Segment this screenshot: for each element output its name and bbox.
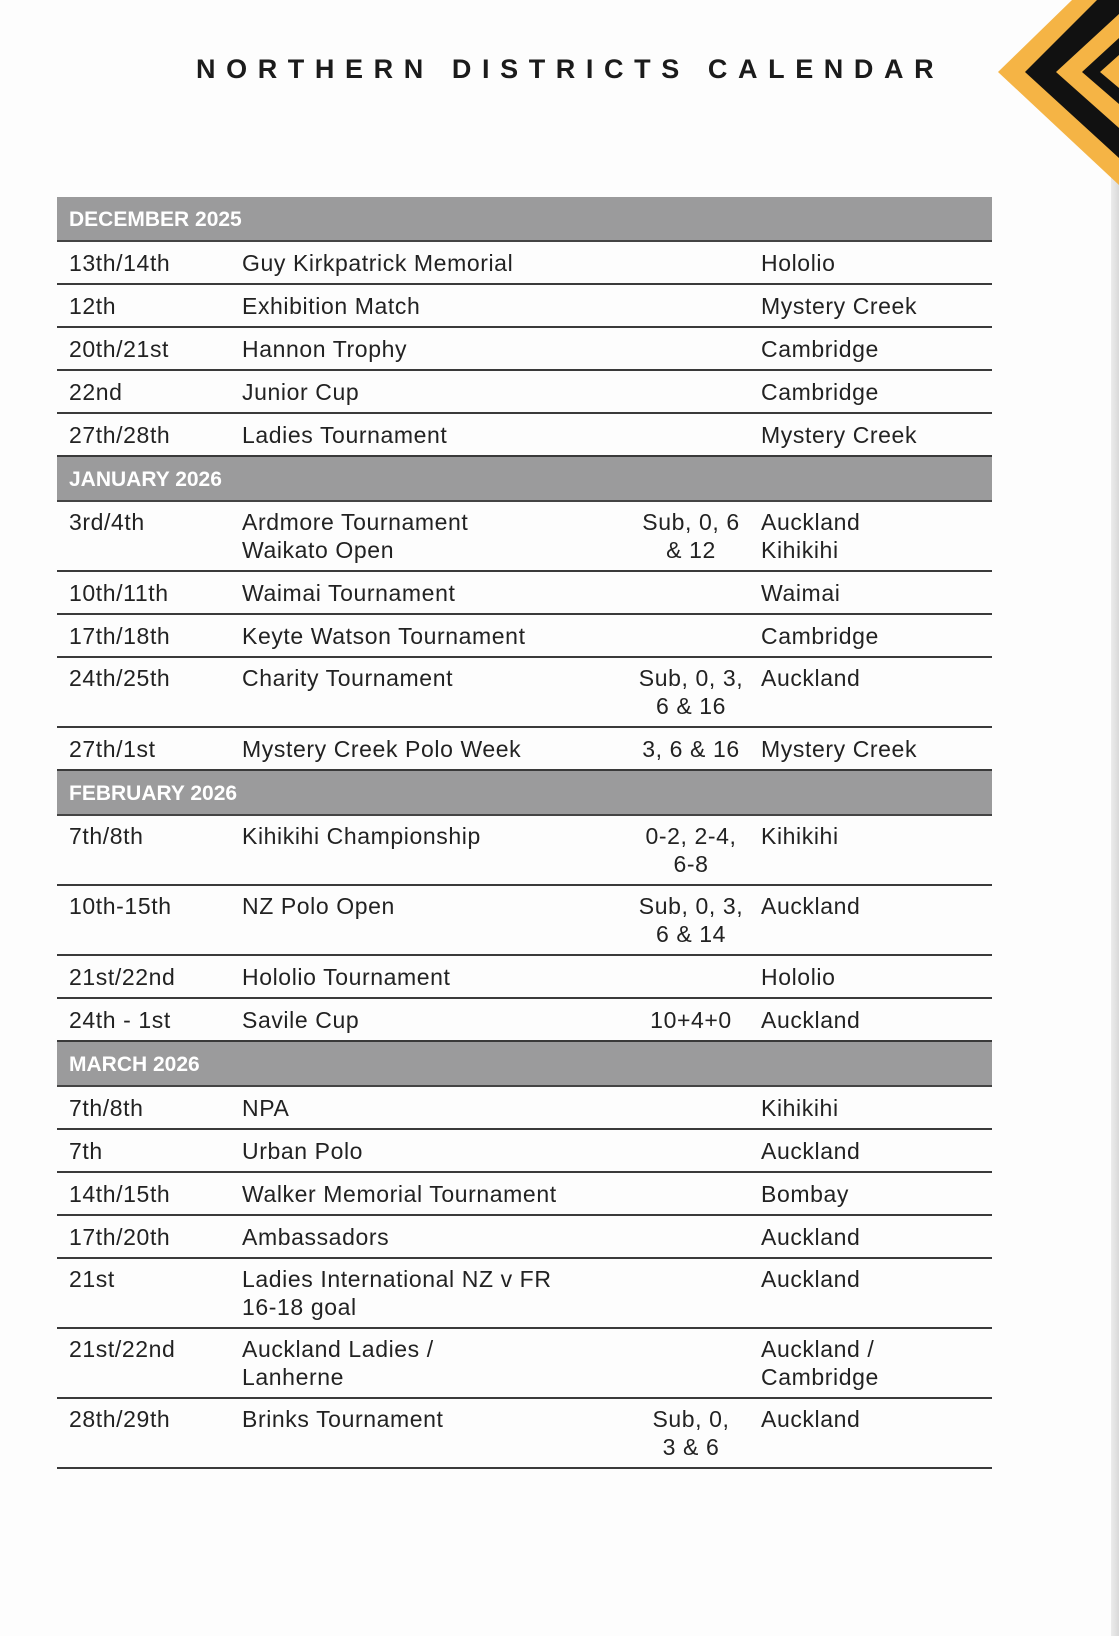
- event-venue-cell: [755, 508, 992, 564]
- event-grade-cell: [627, 1405, 755, 1461]
- event-name-cell: [242, 1223, 627, 1251]
- event-name-cell: [242, 508, 627, 564]
- event-name: Waimai Tournament: [242, 579, 456, 606]
- event-venue: Mystery Creek: [761, 421, 918, 448]
- event-venue-cell: [755, 622, 992, 650]
- event-grade: Sub, 0, 3,: [638, 665, 744, 691]
- event-name: Junior Cup: [242, 378, 360, 405]
- event-date: 27th/28th: [69, 421, 171, 448]
- event-name-cell: [242, 892, 627, 920]
- event-grade-line2: 6-8: [673, 851, 709, 877]
- event-date-cell: [57, 892, 242, 920]
- event-name-cell: [242, 1094, 627, 1122]
- event-venue-cell: [755, 378, 992, 406]
- event-name: Charity Tournament: [242, 665, 454, 691]
- event-venue-cell: [755, 1006, 992, 1034]
- event-date: 24th/25th: [69, 665, 171, 691]
- event-venue: Cambridge: [761, 622, 879, 649]
- event-date: 21st/22nd: [69, 1336, 176, 1362]
- event-row: [57, 242, 992, 285]
- event-row: [57, 886, 992, 956]
- event-date-cell: [57, 622, 242, 650]
- event-row: [57, 1173, 992, 1216]
- event-venue-cell: [755, 822, 992, 850]
- event-date-cell: [57, 292, 242, 320]
- event-name: Brinks Tournament: [242, 1406, 444, 1432]
- event-row: [57, 956, 992, 999]
- event-row: [57, 414, 992, 457]
- event-name-line2: 16-18 goal: [242, 1294, 357, 1320]
- event-name-cell: [242, 822, 627, 850]
- event-row: [57, 658, 992, 728]
- event-venue: Auckland: [761, 893, 861, 919]
- event-row: [57, 285, 992, 328]
- event-row: [57, 1329, 992, 1399]
- event-date: 20th/21st: [69, 335, 170, 362]
- month-section: [57, 1042, 992, 1469]
- month-header: DECEMBER 2025: [57, 197, 992, 242]
- event-date-cell: [57, 963, 242, 991]
- event-venue: Auckland: [761, 1266, 861, 1292]
- event-date: 7th/8th: [69, 823, 144, 849]
- event-name: Kihikihi Championship: [242, 823, 481, 849]
- event-name: Guy Kirkpatrick Memorial: [242, 249, 514, 276]
- event-name-cell: [242, 335, 627, 363]
- event-name: Ladies Tournament: [242, 421, 448, 448]
- event-name-cell: [242, 292, 627, 320]
- event-name-cell: [242, 1335, 627, 1391]
- page-title: NORTHERN DISTRICTS CALENDAR: [196, 54, 945, 84]
- event-name: Savile Cup: [242, 1006, 360, 1033]
- event-name-cell: [242, 1265, 627, 1321]
- event-venue: Auckland: [761, 1223, 861, 1250]
- event-venue-cell: [755, 1180, 992, 1208]
- event-row: [57, 728, 992, 771]
- event-row: [57, 502, 992, 572]
- event-venue: Hololio: [761, 963, 836, 990]
- event-name-cell: [242, 249, 627, 277]
- event-date: 17th/20th: [69, 1223, 171, 1250]
- event-grade-cell: [627, 508, 755, 564]
- event-name-cell: [242, 1180, 627, 1208]
- event-date-cell: [57, 1335, 242, 1363]
- event-date: 10th-15th: [69, 893, 172, 919]
- event-venue-line2: Kihikihi: [761, 537, 839, 563]
- event-venue: Mystery Creek: [761, 292, 918, 319]
- event-venue: Kihikihi: [761, 1094, 839, 1121]
- page-edge-shadow: [1111, 0, 1119, 1636]
- event-date-cell: [57, 249, 242, 277]
- month-header: JANUARY 2026: [57, 457, 992, 502]
- event-row: [57, 328, 992, 371]
- event-row: [57, 999, 992, 1042]
- event-name: NPA: [242, 1094, 290, 1121]
- event-row: [57, 615, 992, 658]
- event-venue-cell: [755, 335, 992, 363]
- event-name: Mystery Creek Polo Week: [242, 735, 522, 762]
- event-grade-line2: 6 & 16: [655, 693, 727, 719]
- event-venue-cell: [755, 664, 992, 692]
- event-date-cell: [57, 664, 242, 692]
- event-name: Ladies International NZ v FR: [242, 1266, 552, 1292]
- event-venue: Auckland /: [761, 1336, 875, 1362]
- event-date-cell: [57, 822, 242, 850]
- event-date-cell: [57, 1094, 242, 1122]
- event-row: [57, 572, 992, 615]
- event-grade: Sub, 0,: [652, 1406, 730, 1432]
- event-date-cell: [57, 1223, 242, 1251]
- event-name: Exhibition Match: [242, 292, 421, 319]
- event-date: 22nd: [69, 378, 123, 405]
- event-venue: Auckland: [761, 509, 861, 535]
- event-date: 7th: [69, 1137, 103, 1164]
- event-venue: Cambridge: [761, 335, 879, 362]
- event-venue-cell: [755, 292, 992, 320]
- event-venue-cell: [755, 1405, 992, 1433]
- event-row: [57, 371, 992, 414]
- month-header: MARCH 2026: [57, 1042, 992, 1087]
- event-venue: Auckland: [761, 665, 861, 691]
- month-section: [57, 457, 992, 771]
- event-name-cell: [242, 664, 627, 692]
- event-name-cell: [242, 421, 627, 449]
- event-name: Walker Memorial Tournament: [242, 1180, 557, 1207]
- event-row: [57, 1399, 992, 1469]
- event-row: [57, 1259, 992, 1329]
- event-row: [57, 1130, 992, 1173]
- event-grade-line2: 3 & 6: [662, 1434, 720, 1460]
- event-grade: Sub, 0, 6: [642, 509, 740, 535]
- event-date-cell: [57, 378, 242, 406]
- event-venue-cell: [755, 1335, 992, 1391]
- event-venue: Hololio: [761, 249, 836, 276]
- event-date: 28th/29th: [69, 1406, 171, 1432]
- event-venue-cell: [755, 963, 992, 991]
- event-date: 3rd/4th: [69, 509, 145, 535]
- event-date: 21st/22nd: [69, 963, 176, 990]
- event-venue-cell: [755, 1265, 992, 1293]
- chevron-logo-icon: [994, 0, 1119, 185]
- event-name-cell: [242, 1006, 627, 1034]
- event-date: 27th/1st: [69, 735, 156, 762]
- event-grade-cell: [627, 892, 755, 948]
- event-row: [57, 1216, 992, 1259]
- event-grade-cell: [627, 664, 755, 720]
- event-date: 21st: [69, 1266, 115, 1292]
- event-venue: Cambridge: [761, 378, 879, 405]
- event-name-cell: [242, 963, 627, 991]
- event-date-cell: [57, 1180, 242, 1208]
- event-date-cell: [57, 508, 242, 536]
- event-venue-cell: [755, 1137, 992, 1165]
- event-name-cell: [242, 579, 627, 607]
- event-grade: 10+4+0: [650, 1006, 732, 1033]
- event-date-cell: [57, 735, 242, 763]
- event-name: Keyte Watson Tournament: [242, 622, 526, 649]
- event-name: Ardmore Tournament: [242, 509, 469, 535]
- event-venue: Kihikihi: [761, 823, 839, 849]
- event-date-cell: [57, 1137, 242, 1165]
- event-grade: 0-2, 2-4,: [645, 823, 737, 849]
- month-section: [57, 197, 992, 457]
- event-name: NZ Polo Open: [242, 893, 395, 919]
- event-venue-cell: [755, 249, 992, 277]
- event-venue-cell: [755, 421, 992, 449]
- event-venue: Auckland: [761, 1006, 861, 1033]
- event-venue-line2: Cambridge: [761, 1364, 879, 1390]
- event-name: Hannon Trophy: [242, 335, 408, 362]
- event-grade-line2: & 12: [666, 537, 716, 563]
- event-name-cell: [242, 735, 627, 763]
- month-section: [57, 771, 992, 1042]
- event-venue: Mystery Creek: [761, 735, 918, 762]
- event-date-cell: [57, 1405, 242, 1433]
- event-name-cell: [242, 622, 627, 650]
- event-venue: Auckland: [761, 1137, 861, 1164]
- event-grade: Sub, 0, 3,: [638, 893, 744, 919]
- event-date: 7th/8th: [69, 1094, 144, 1121]
- event-venue: Waimai: [761, 579, 841, 606]
- event-grade-cell: [627, 1006, 755, 1034]
- event-date-cell: [57, 579, 242, 607]
- event-venue-cell: [755, 579, 992, 607]
- event-venue-cell: [755, 735, 992, 763]
- event-venue-cell: [755, 1094, 992, 1122]
- event-venue-cell: [755, 1223, 992, 1251]
- event-date: 12th: [69, 292, 117, 319]
- event-row: [57, 816, 992, 886]
- event-row: [57, 1087, 992, 1130]
- event-venue: Auckland: [761, 1406, 861, 1432]
- event-date-cell: [57, 335, 242, 363]
- event-name: Hololio Tournament: [242, 963, 451, 990]
- event-name-line2: Waikato Open: [242, 537, 395, 563]
- event-name-cell: [242, 378, 627, 406]
- event-name-cell: [242, 1137, 627, 1165]
- event-grade-cell: [627, 735, 755, 763]
- event-venue-cell: [755, 892, 992, 920]
- event-date: 17th/18th: [69, 622, 171, 649]
- event-name-cell: [242, 1405, 627, 1433]
- event-grade: 3, 6 & 16: [642, 735, 740, 762]
- event-date: 13th/14th: [69, 249, 171, 276]
- event-date-cell: [57, 1006, 242, 1034]
- event-grade-line2: 6 & 14: [655, 921, 727, 947]
- event-date-cell: [57, 1265, 242, 1293]
- event-date-cell: [57, 421, 242, 449]
- event-date: 10th/11th: [69, 579, 169, 606]
- calendar-table: [57, 197, 992, 1469]
- event-name: Urban Polo: [242, 1137, 364, 1164]
- event-name: Ambassadors: [242, 1223, 390, 1250]
- event-grade-cell: [627, 822, 755, 878]
- month-header: FEBRUARY 2026: [57, 771, 992, 816]
- event-venue: Bombay: [761, 1180, 849, 1207]
- event-name-line2: Lanherne: [242, 1364, 344, 1390]
- event-date: 24th - 1st: [69, 1006, 171, 1033]
- event-name: Auckland Ladies /: [242, 1336, 434, 1362]
- event-date: 14th/15th: [69, 1180, 171, 1207]
